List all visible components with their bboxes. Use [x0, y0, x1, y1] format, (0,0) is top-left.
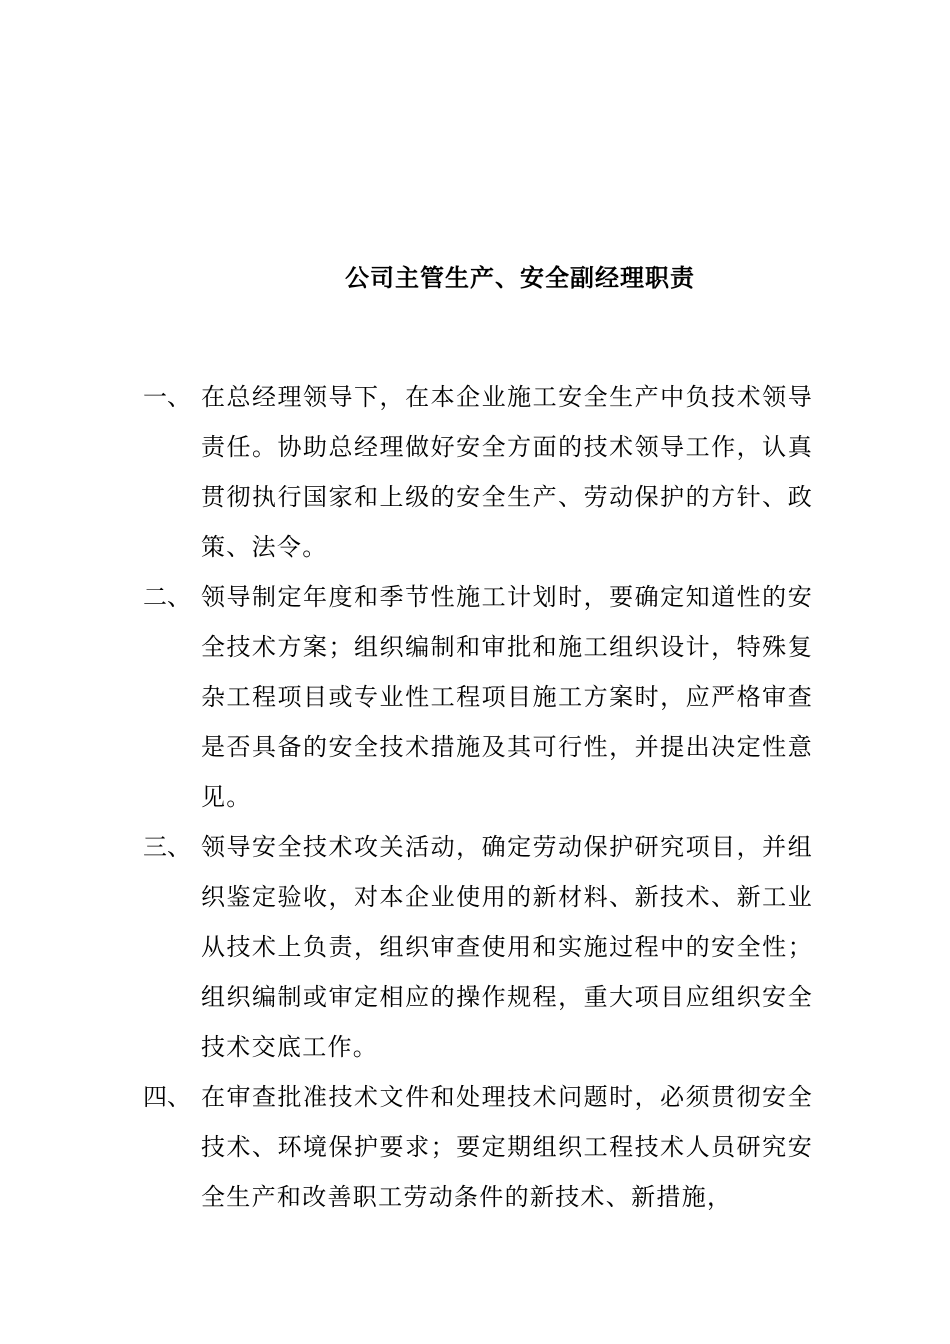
duty-item-1: [143, 372, 813, 572]
duty-item-3: [143, 822, 813, 1072]
duty-item-number: 一、: [143, 383, 191, 411]
duty-item-text: 领导安全技术攻关活动，确定劳动保护研究项目，并组织鉴定验收，对本企业使用的新材料、新技术、新工业从技术上负责，组织审查使用和实施过程中的安全性；组织编制或审定相应的操作规程，重大项目应组织安全技术交底工作。: [201, 833, 813, 1061]
document-title: 公司主管生产、安全副经理职责: [345, 264, 695, 292]
duty-item-number: 二、: [143, 583, 191, 611]
duty-item-2: [143, 572, 813, 822]
duty-item-number: 三、: [143, 833, 191, 861]
duty-item-4: [143, 1072, 813, 1222]
duty-list: [143, 372, 813, 1222]
duty-item-text: 领导制定年度和季节性施工计划时，要确定知道性的安全技术方案；组织编制和审批和施工组织设计，特殊复杂工程项目或专业性工程项目施工方案时，应严格审查是否具备的安全技术措施及其可行性，并提出决定性意见。: [201, 583, 813, 811]
duty-item-number: 四、: [143, 1083, 191, 1111]
duty-item-text: 在总经理领导下，在本企业施工安全生产中负技术领导责任。协助总经理做好安全方面的技术领导工作，认真贯彻执行国家和上级的安全生产、劳动保护的方针、政策、法令。: [201, 383, 813, 561]
duty-item-text: 在审查批准技术文件和处理技术问题时，必须贯彻安全技术、环境保护要求；要定期组织工程技术人员研究安全生产和改善职工劳动条件的新技术、新措施，: [201, 1083, 813, 1211]
